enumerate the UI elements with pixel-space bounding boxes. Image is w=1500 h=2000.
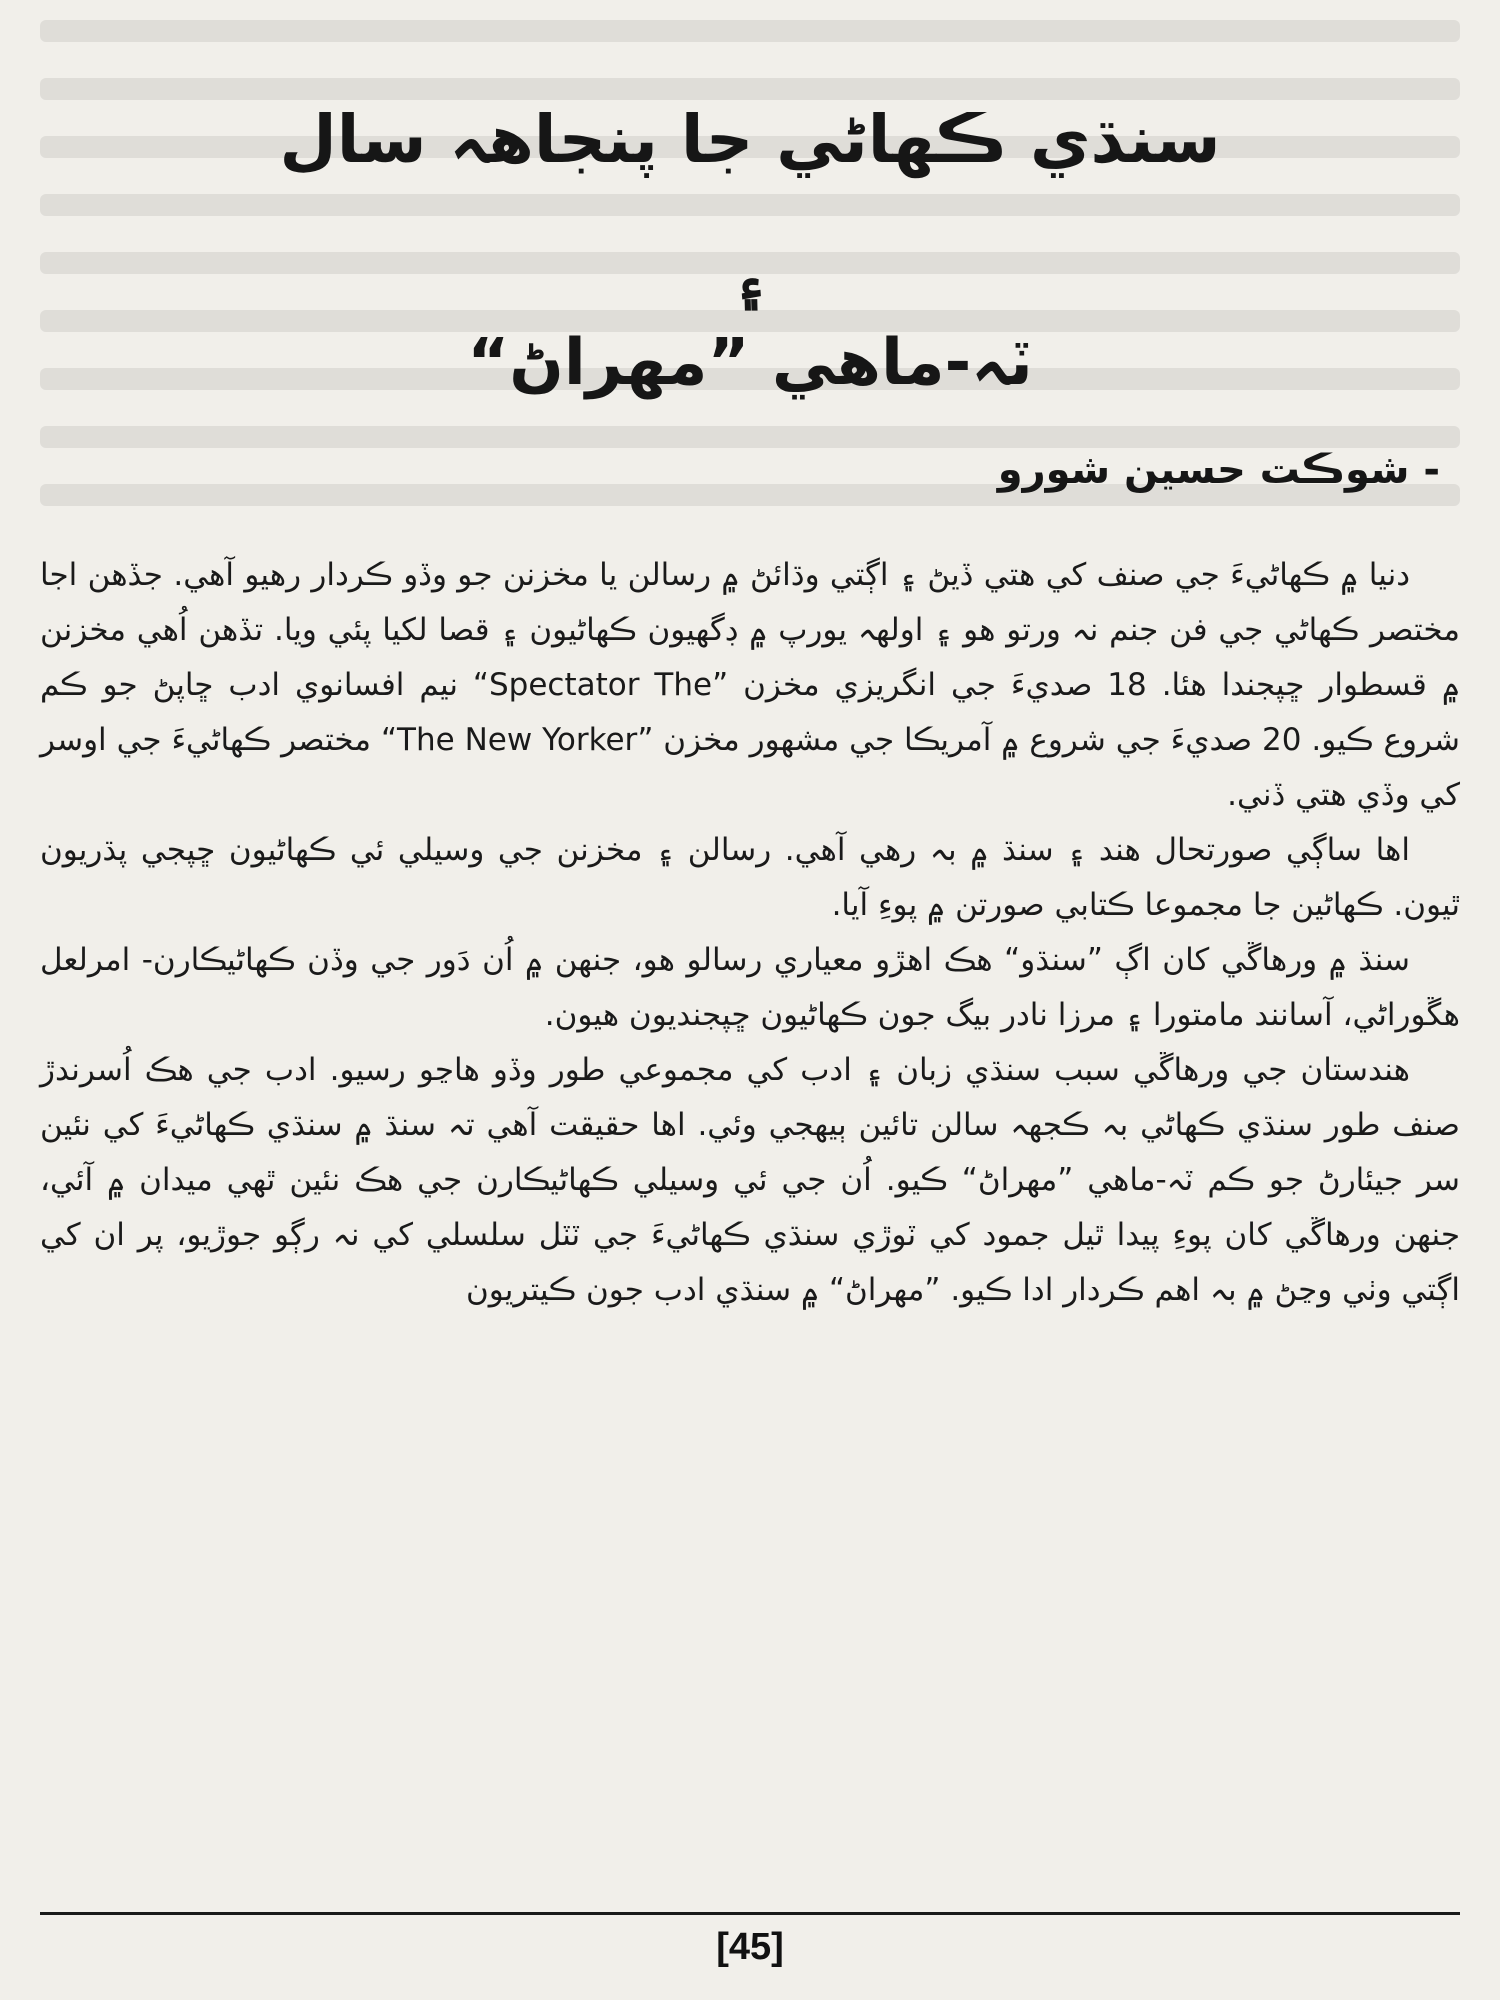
paragraph: اھا ساڳي صورتحال ھند ۽ سنڌ ۾ بہ رھي آھي. رسالن ۽ مخزنن جي وسيلي ئي ڪھاڻيون ڇپجي پڌريون ٿيون. ڪھاڻين جا مجموعا ڪتابي صورتن ۾ پوءِ آيا. bbox=[40, 832, 1460, 923]
paragraph: ھندستان جي ورھاڱي سبب سنڌي زبان ۽ ادب کي مجموعي طور وڏو ھاڃو رسيو. ادب جي ھڪ اُسرندڙ صنف طور سنڌي ڪھاڻي بہ ڪجھہ سالن تائين ٻيھجي وئي. اھا حقيقت آھي تہ سنڌ ۾ سنڌي ڪھاڻيءَ کي نئين سر جيئارڻ جو ڪم ٽہ-ماھي ”مهراڻ“ ڪيو. اُن جي ئي وسيلي ڪھاڻيڪارن جي ھڪ نئين ٿھي ميدان ۾ آئي، جنھن ورھاڱي کان پوءِ پيدا ٿيل جمود کي ٽوڙي سنڌي ڪھاڻيءَ جي ٽٽل سلسلي کي نہ رڳو جوڙيو، پر ان کي اڳتي وٺي وڃڻ ۾ بہ اھم ڪردار ادا ڪيو. ”مهراڻ“ ۾ سنڌي ادب جون ڪيتريون bbox=[40, 1052, 1460, 1308]
page-number: [45] bbox=[716, 1926, 784, 1968]
author-byline: - شوڪت حسين شورو bbox=[997, 447, 1440, 493]
article-title: سنڌي ڪھاڻي جا پنجاھہ سال bbox=[279, 101, 1221, 178]
article-body bbox=[40, 548, 1460, 1318]
paragraph: دنيا ۾ ڪھاڻيءَ جي صنف کي ھتي ڏيڻ ۽ اڳتي وڌائڻ ۾ رسالن يا مخزنن جو وڏو ڪردار رھيو آھي. جڏھن اجا مختصر ڪھاڻي جي فن جنم نہ ورتو ھو ۽ اولھہ يورپ ۾ ڊگھيون ڪھاڻيون ۽ قصا لکيا پئي ويا. تڏھن اُھي مخزنن ۾ قسطوار ڇپجندا ھئا. 18 صديءَ جي انگريزي مخزن ”Spectator The“ نيم افسانوي ادب ڇاپڻ جو ڪم شروع ڪيو. 20 صديءَ جي شروع ۾ آمريڪا جي مشھور مخزن ”The New Yorker“ مختصر ڪھاڻيءَ جي اوسر کي وڏي ھتي ڏني. bbox=[40, 557, 1461, 813]
paragraph: سنڌ ۾ ورھاڱي کان اڳ ”سنڌو“ ھڪ اھڙو معياري رسالو ھو، جنھن ۾ اُن دَور جي وڏن ڪھاڻيڪارن- امرلعل ھڱوراڻي، آسانند مامتورا ۽ مرزا نادر بيگ جون ڪھاڻيون ڇپجنديون ھيون. bbox=[40, 942, 1460, 1033]
title-conjunction: ۽ bbox=[733, 247, 767, 312]
footer-divider bbox=[40, 1912, 1460, 1915]
article-subtitle: ٽہ-ماھي ”مهراڻ“ bbox=[467, 326, 1033, 400]
